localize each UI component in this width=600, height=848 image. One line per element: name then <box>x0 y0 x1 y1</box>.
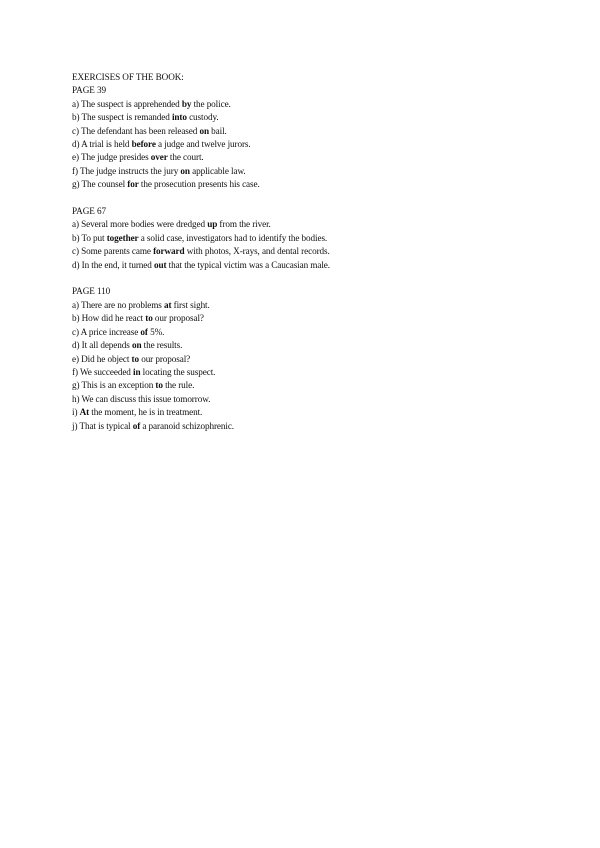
exercise-item <box>72 232 552 245</box>
item-text: b) To put <box>72 232 107 243</box>
item-text-end: custody. <box>186 112 219 123</box>
item-text-end: with photos, X-rays, and dental records. <box>184 246 330 257</box>
item-text: j) That is typical <box>72 420 133 431</box>
exercise-section <box>72 285 552 432</box>
item-text: e) The judge presides <box>72 152 151 163</box>
item-text-end: that the typical victim was a Caucasian male. <box>166 259 330 270</box>
item-text: b) How did he react <box>72 313 146 324</box>
exercise-item <box>72 353 552 366</box>
exercise-item <box>72 151 552 164</box>
exercise-item <box>72 393 552 406</box>
item-text-end: applicable law. <box>189 165 246 176</box>
item-answer: over <box>150 152 168 163</box>
exercise-item <box>72 379 552 392</box>
exercise-item <box>72 98 552 111</box>
item-text: a) Several more bodies were dredged <box>72 219 208 230</box>
exercise-item <box>72 138 552 151</box>
item-answer: before <box>131 139 156 150</box>
item-text: a) There are no problems <box>72 299 164 310</box>
exercise-section <box>72 205 552 272</box>
item-text-end: 5%. <box>147 326 165 337</box>
item-text-end: our proposal? <box>152 313 204 324</box>
exercise-section <box>72 84 552 191</box>
item-text-end: bail. <box>208 125 227 136</box>
item-text: f) The judge instructs the jury <box>72 165 181 176</box>
item-text-end: a solid case, investigators had to identify the bodies. <box>138 232 328 243</box>
item-answer: on <box>180 165 190 176</box>
item-text: i) <box>72 407 80 418</box>
item-answer: forward <box>153 246 185 257</box>
item-text: a) The suspect is apprehended <box>72 98 182 109</box>
exercise-item <box>72 420 552 433</box>
document-body <box>72 71 552 433</box>
item-text: c) Some parents came <box>72 246 154 257</box>
item-text: c) A price increase <box>72 326 141 337</box>
item-text-end: the court. <box>167 152 204 163</box>
exercise-item <box>72 366 552 379</box>
document-title: EXERCISES OF THE BOOK: <box>72 72 184 82</box>
item-text: d) A trial is held <box>72 139 132 150</box>
exercise-item <box>72 406 552 419</box>
item-text: g) The counsel <box>72 179 128 190</box>
item-answer: to <box>131 353 139 364</box>
item-answer: up <box>207 219 218 230</box>
item-answer: At <box>79 407 90 418</box>
section-heading: PAGE 110 <box>72 286 111 297</box>
item-answer: at <box>163 299 172 310</box>
item-answer: of <box>140 326 148 337</box>
exercise-item <box>72 125 552 138</box>
exercise-item <box>72 178 552 191</box>
exercise-sections <box>72 84 552 433</box>
item-text-end: the police. <box>191 98 231 109</box>
item-answer: to <box>145 313 153 324</box>
exercise-item <box>72 165 552 178</box>
item-text-end: the moment, he is in treatment. <box>89 407 203 418</box>
exercise-item <box>72 245 552 258</box>
exercise-item <box>72 259 552 272</box>
item-text-end: the results. <box>141 340 183 351</box>
item-text: h) We can discuss this issue tomorrow. <box>72 393 211 404</box>
item-text: c) The defendant has been released <box>72 125 200 136</box>
item-text-end: first sight. <box>171 299 210 310</box>
item-text: d) It all depends <box>72 340 132 351</box>
item-answer: to <box>155 380 163 391</box>
item-text-end: the rule. <box>162 380 195 391</box>
item-text: e) Did he object <box>72 353 132 364</box>
item-answer: on <box>199 125 209 136</box>
item-text-end: locating the suspect. <box>140 366 216 377</box>
exercise-item <box>72 312 552 325</box>
item-text: d) In the end, it turned <box>72 259 154 270</box>
item-answer: by <box>181 98 192 109</box>
exercise-item <box>72 339 552 352</box>
item-text: b) The suspect is remanded <box>72 112 172 123</box>
exercise-item <box>72 326 552 339</box>
item-answer: on <box>131 340 142 351</box>
exercise-item <box>72 218 552 231</box>
item-answer: together <box>106 232 139 243</box>
item-answer: of <box>132 420 141 431</box>
item-answer: out <box>153 259 167 270</box>
exercise-item <box>72 299 552 312</box>
item-text-end: a judge and twelve jurors. <box>155 139 251 150</box>
item-answer: in <box>133 366 141 377</box>
item-text-end: the prosecution presents his case. <box>138 179 260 190</box>
item-text-end: a paranoid schizophrenic. <box>140 420 235 431</box>
section-heading: PAGE 67 <box>72 206 106 217</box>
item-text: f) We succeeded <box>72 366 134 377</box>
item-text-end: our proposal? <box>139 353 191 364</box>
item-answer: into <box>171 112 187 123</box>
item-text-end: from the river. <box>217 219 271 230</box>
section-heading: PAGE 39 <box>72 85 106 96</box>
item-answer: for <box>127 179 139 190</box>
item-text: g) This is an exception <box>72 380 156 391</box>
exercise-item <box>72 111 552 124</box>
